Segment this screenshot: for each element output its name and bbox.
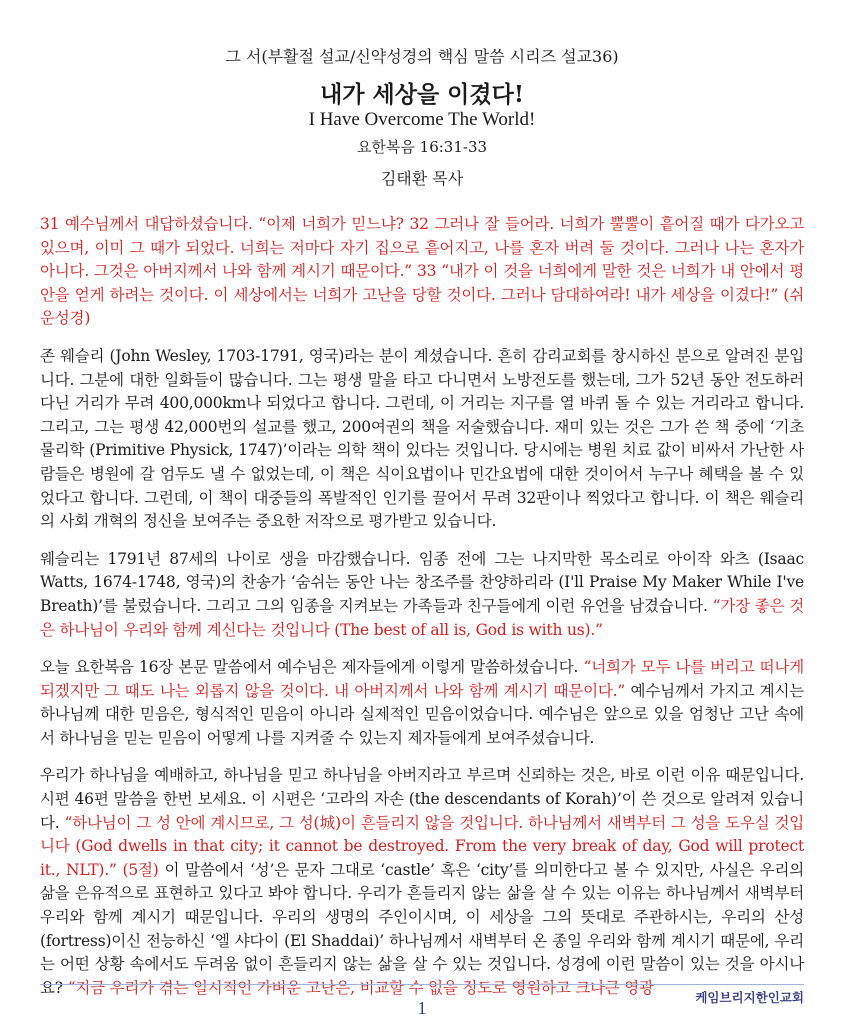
- scripture-passage: [40, 213, 804, 331]
- paragraph-text: 존 웨슬리 (John Wesley, 1703-1791, 영국)라는 분이 계셨습니다. 흔히 감리교회를 창시하신 분으로 알려진 분입니다. 그분에 대한 일화들이 많습니다. 그는 평생 말을 타고 다니면서 노방전도를 했는데, 그가 52년 동안 전도하러 다닌 거리가 무려 400,000km나 되었다고 합니다. 그런데, 이 거리는 지구를 열 바퀴 돌 수 있는 거리라고 합니다. 그리고, 그는 평생 42,000번의 설교를 했고, 200여권의 책을 저술했습니다. 재미 있는 것은 그가 쓴 책 중에 ‘기초 물리학 (Primitive Physick, 1747)’이라는 의학 책이 있다는 것입니다. 당시에는 병원 치료 값이 비싸서 가난한 사람들은 병원에 갈 엄두도 낼 수 없었는데, 이 책은 식이요법이나 민간요법에 대한 것이어서 누구나 혜택을 볼 수 있었다고 합니다. 그런데, 이 책이 대중들의 폭발적인 인기를 끌어서 무려 32판이나 찍었다고 합니다. 이 책은 웨슬리의 사회 개혁의 정신을 보여주는 중요한 저작으로 평가받고 있습니다.: [40, 346, 804, 531]
- footer-divider: [40, 984, 804, 985]
- scripture-reference: 요한복음 16:31-33: [356, 138, 488, 156]
- author: 김태환 목사: [380, 169, 464, 188]
- corinthians-quote: “지금 우리가 겪는 일시적인 가벼운 고난은, 비교할 수 없을 정도로 영원하고 크나큰 영광: [67, 978, 654, 997]
- church-name: 케임브리지한인교회: [695, 990, 804, 1005]
- paragraph-text: 오늘 요한복음 16장 본문 말씀에서 예수님은 제자들에게 이렇게 말씀하셨습니다.: [40, 658, 584, 677]
- sermon-body: [40, 213, 804, 1014]
- psalm-quote: “하나님이 그 성 안에 계시므로, 그 성(城)이 흔들리지 않을 것입니다. 하나님께서 새벽부터 그 성을 도우실 것입니다 (God dwells in that city; it cannot be destroyed. From the very break of day, God will protect it., NLT).” (5절): [40, 813, 804, 879]
- paragraph-wesley-death: [40, 548, 804, 642]
- sermon-title-korean: 내가 세상을 이겼다!: [320, 81, 524, 108]
- paragraph-text: 우리가 하나님을 예배하고, 하나님을 믿고 하나님을 아버지라고 부르며 신뢰하는 것은, 바로 이런 이유 때문입니다. 시편 46편 말씀을 한번 보세요. 이 시편은 ‘고라의 자손 (the descendants of Korah)’이 쓴 것으로 알려져 있습니다.: [40, 766, 804, 832]
- paragraph-text: 웨슬리는 1791년 87세의 나이로 생을 마감했습니다. 임종 전에 그는 나지막한 목소리로 아이작 와츠 (Isaac Watts, 1674-1748, 영국)의 찬송가 ‘숨쉬는 동안 나는 창조주를 찬양하리라 (I'll Praise My Maker While I've Breath)’를 불렀습니다. 그리고 그의 임종을 지켜보는 가족들과 친구들에게 이런 유언을 남겼습니다.: [40, 549, 804, 615]
- paragraph-text: 예수님께서 가지고 계시는 하나님께 대한 믿음은, 형식적인 믿음이 아니라 실제적인 믿음이었습니다. 예수님은 앞으로 있을 엄청난 고난 속에서 하나님을 믿는 믿음이 어떻게 나를 지켜줄 수 있는지 제자들에게 보여주셨습니다.: [40, 681, 805, 747]
- sermon-title-english: I Have Overcome The World!: [308, 109, 536, 130]
- scripture-text: 31 예수님께서 대답하셨습니다. “이제 너희가 믿느냐? 32 그러나 잘 들어라. 너희가 뿔뿔이 흩어질 때가 다가오고 있으며, 이미 그 때가 되었다. 너희는 저마다 자기 집으로 흩어지고, 나를 혼자 버려 둘 것이다. 그러나 나는 혼자가 아니다. 그것은 아버지께서 나와 함께 계시기 때문이다.” 33 “내가 이 것을 너희에게 말한 것은 너희가 내 안에서 평안을 얻게 하려는 것이다. 이 세상에서는 너희가 고난을 당할 것이다. 그러나 담대하여라! 내가 세상을 이겼다!” (쉬운성경): [40, 215, 804, 328]
- jesus-quote: “너희가 모두 나를 버리고 떠나게 되겠지만 그 때도 나는 외롭지 않을 것이다. 내 아버지께서 나와 함께 계시기 때문이다.”: [40, 658, 804, 700]
- page-number: 1: [417, 998, 427, 1018]
- sermon-series: 그 서(부활절 설교/신약성경의 핵심 말씀 시리즈 설교36): [225, 47, 619, 66]
- paragraph-wesley-life: [40, 345, 804, 534]
- paragraph-text: 이 말씀에서 ‘성’은 문자 그대로 ‘castle’ 혹은 ‘city’를 의미한다고 볼 수 있지만, 사실은 우리의 삶을 은유적으로 표현하고 있다고 봐야 합니다. 우리가 흔들리지 않는 삶을 살 수 있는 이유는 하나님께서 새벽부터 우리와 함께 계시기 때문입니다. 우리의 생명의 주인이시며, 이 세상을 그의 뜻대로 주관하시는, 우리의 산성 (fortress)이신 전능하신 ‘엘 샤다이 (El Shaddai)’ 하나님께서 새벽부터 온 종일 우리와 함께 계시기 때문에, 우리는 어떤 상황 속에서도 두려움 없이 흔들리지 않는 삶을 살 수 있는 것입니다. 성경에 이런 말씀이 있는 것을 아시나요?: [40, 860, 805, 997]
- paragraph-psalm-46: [40, 764, 804, 1000]
- wesley-quote: “가장 좋은 것은 하나님이 우리와 함께 계신다는 것입니다 (The best of all is, God is with us).”: [40, 596, 805, 639]
- paragraph-jesus-faith: [40, 656, 804, 750]
